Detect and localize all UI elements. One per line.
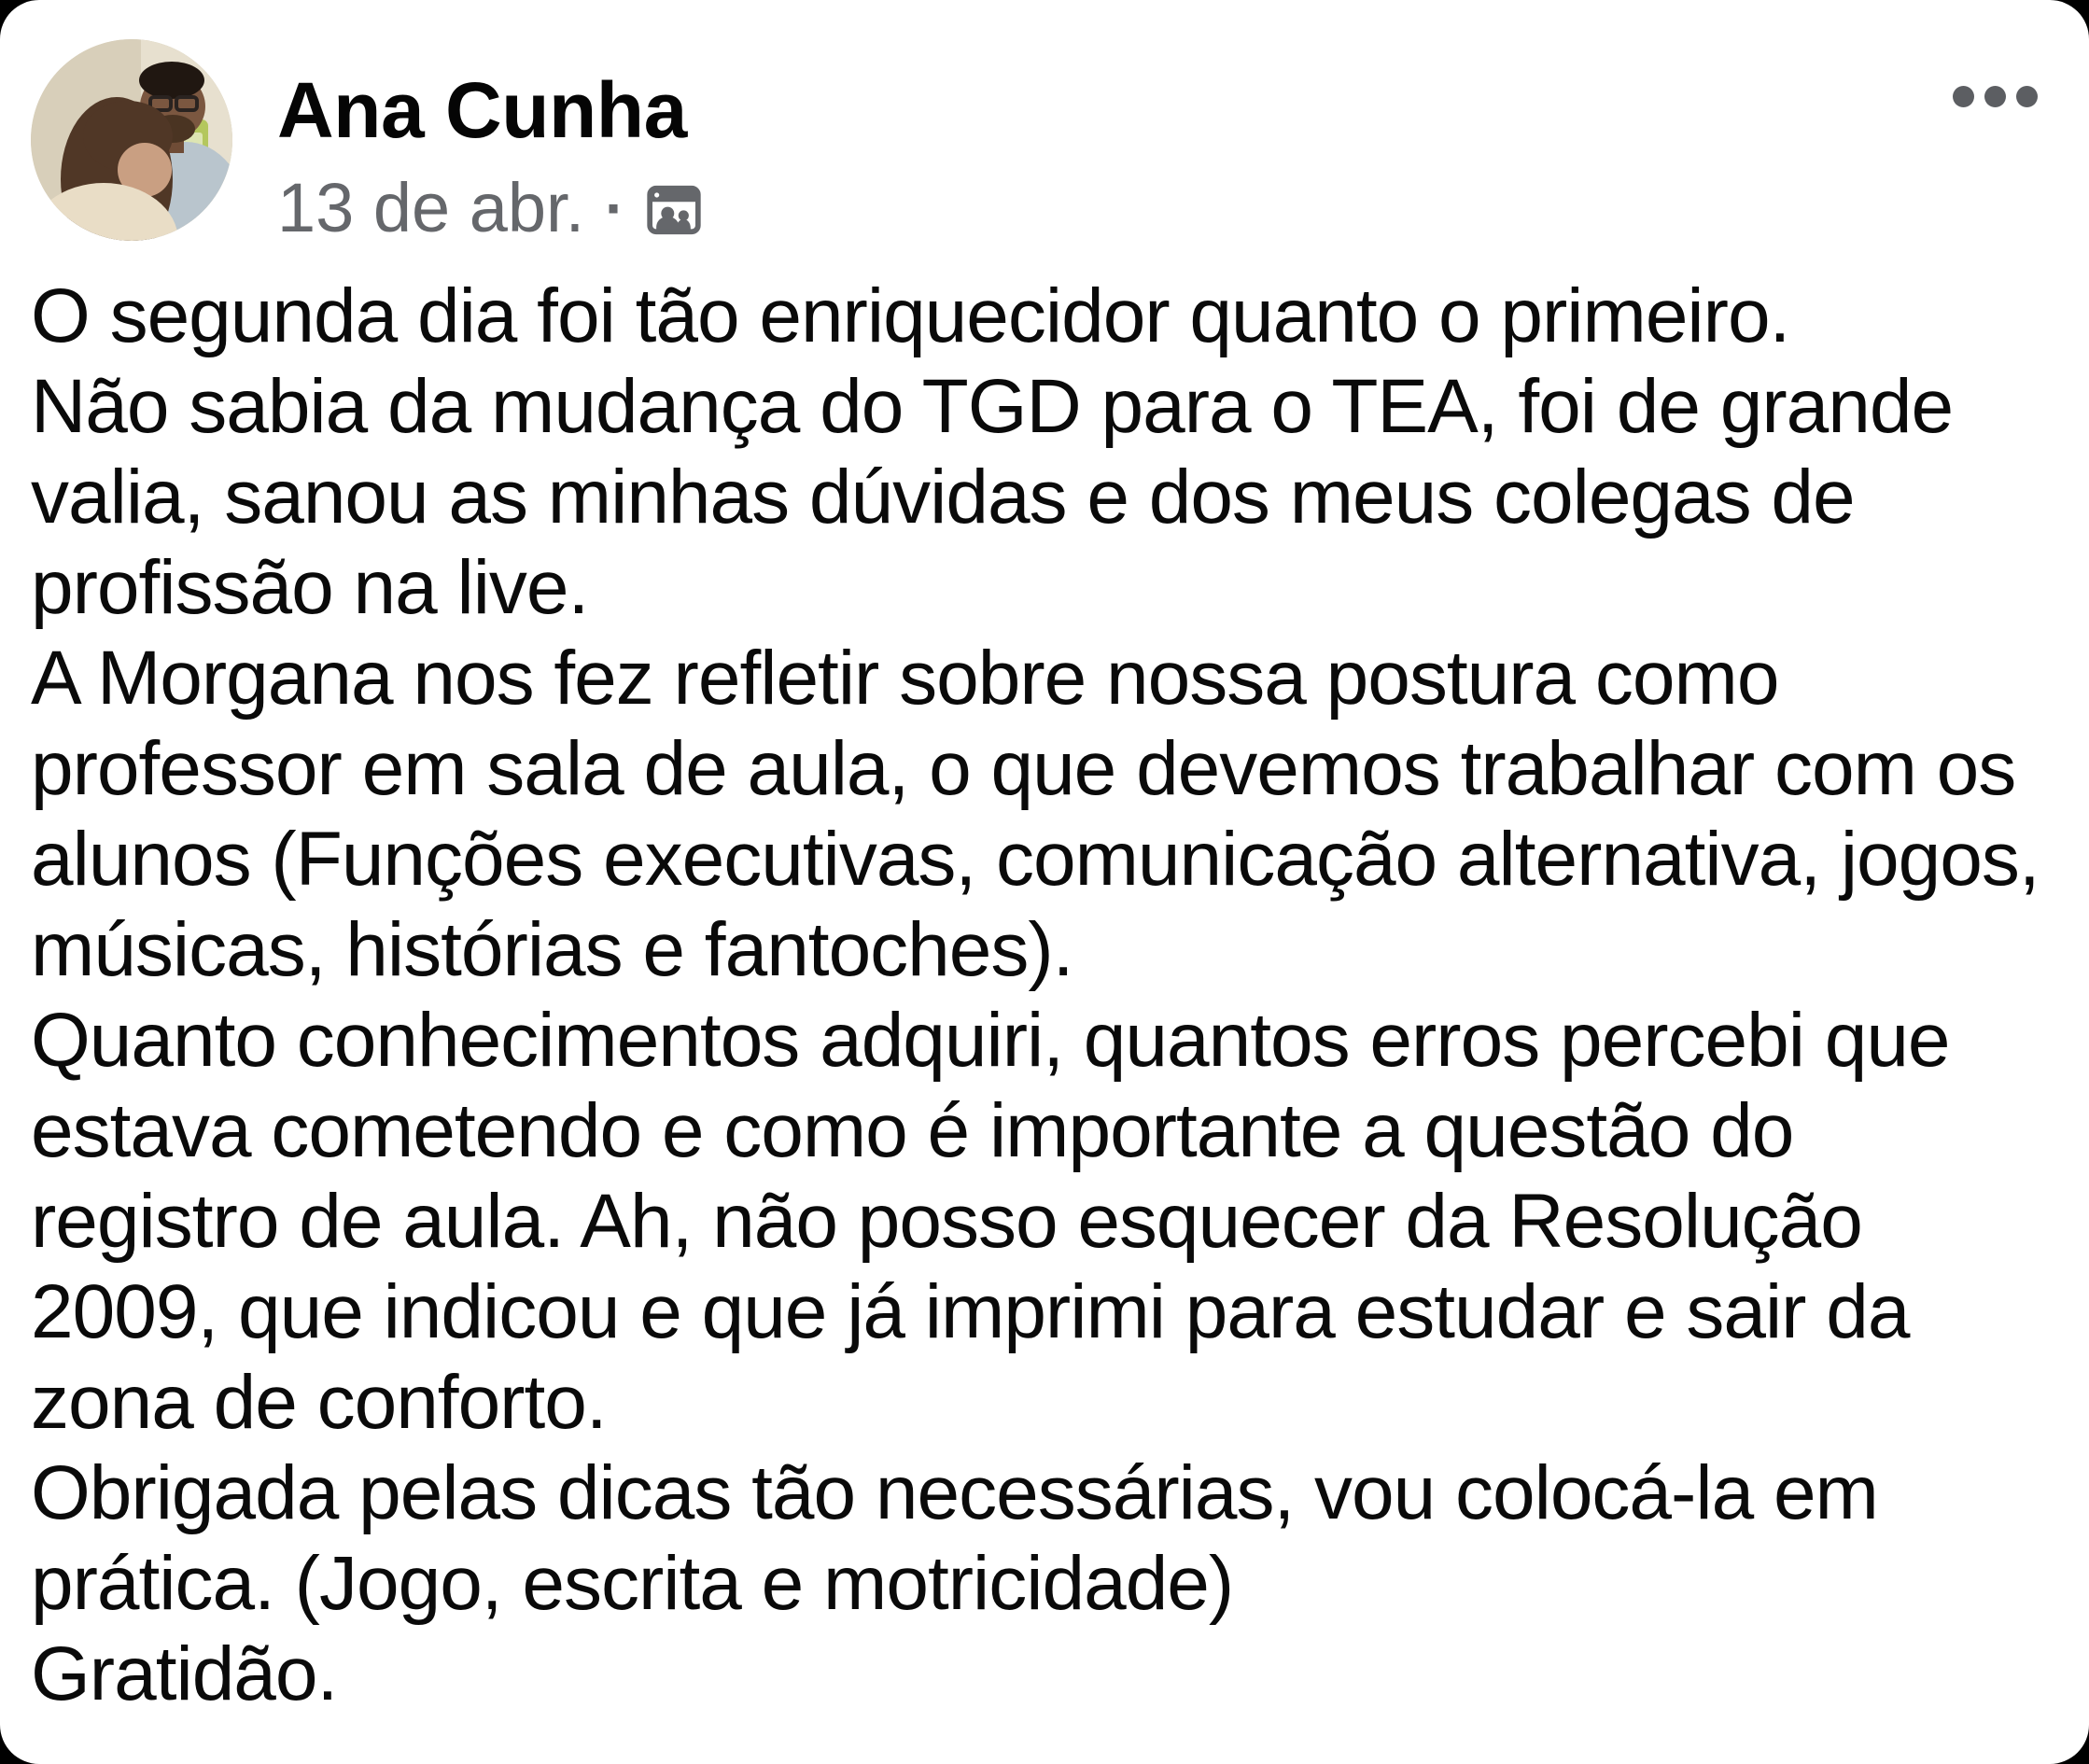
- avatar[interactable]: [31, 39, 232, 241]
- post-meta: [277, 170, 703, 245]
- author-name[interactable]: Ana Cunha: [277, 66, 687, 154]
- post-header: [31, 39, 2058, 247]
- post-paragraph: Obrigada pelas dicas tão necessárias, vou colocá-la em prática. (Jogo, escrita e motricidade): [31, 1450, 1878, 1626]
- ellipsis-icon: [1953, 86, 1974, 107]
- more-options-button[interactable]: [1943, 77, 2047, 117]
- post-paragraph: Gratidão.: [31, 1631, 338, 1716]
- post-date[interactable]: 13 de abr.: [277, 169, 585, 247]
- avatar-image: [31, 39, 232, 241]
- post-paragraph: Quanto conhecimentos adquiri, quantos erros percebi que estava cometendo e como é importante a questão do registro de aula. Ah, não posso esquecer da Resolução 2009, que indicou e que já imprimi para estudar e sair da zona de conforto.: [31, 998, 1950, 1445]
- ellipsis-icon: [2016, 86, 2038, 107]
- group-audience-icon: [645, 178, 703, 238]
- dot-separator: ·: [605, 175, 625, 243]
- post-paragraph: A Morgana nos fez refletir sobre nossa postura como professor em sala de aula, o que devemos trabalhar com os alunos (Funções executivas, comunicação alternativa, jogos, músicas, histórias e fantoches).: [31, 636, 2040, 992]
- ellipsis-icon: [1984, 86, 2006, 107]
- post-paragraph: O segunda dia foi tão enriquecidor quanto o primeiro.: [31, 273, 1790, 358]
- post-text: [31, 271, 2058, 1719]
- post-paragraph: Não sabia da mudança do TGD para o TEA, foi de grande valia, sanou as minhas dúvidas e dos meus colegas de profissão na live.: [31, 364, 1954, 630]
- post-header-text: [277, 39, 703, 246]
